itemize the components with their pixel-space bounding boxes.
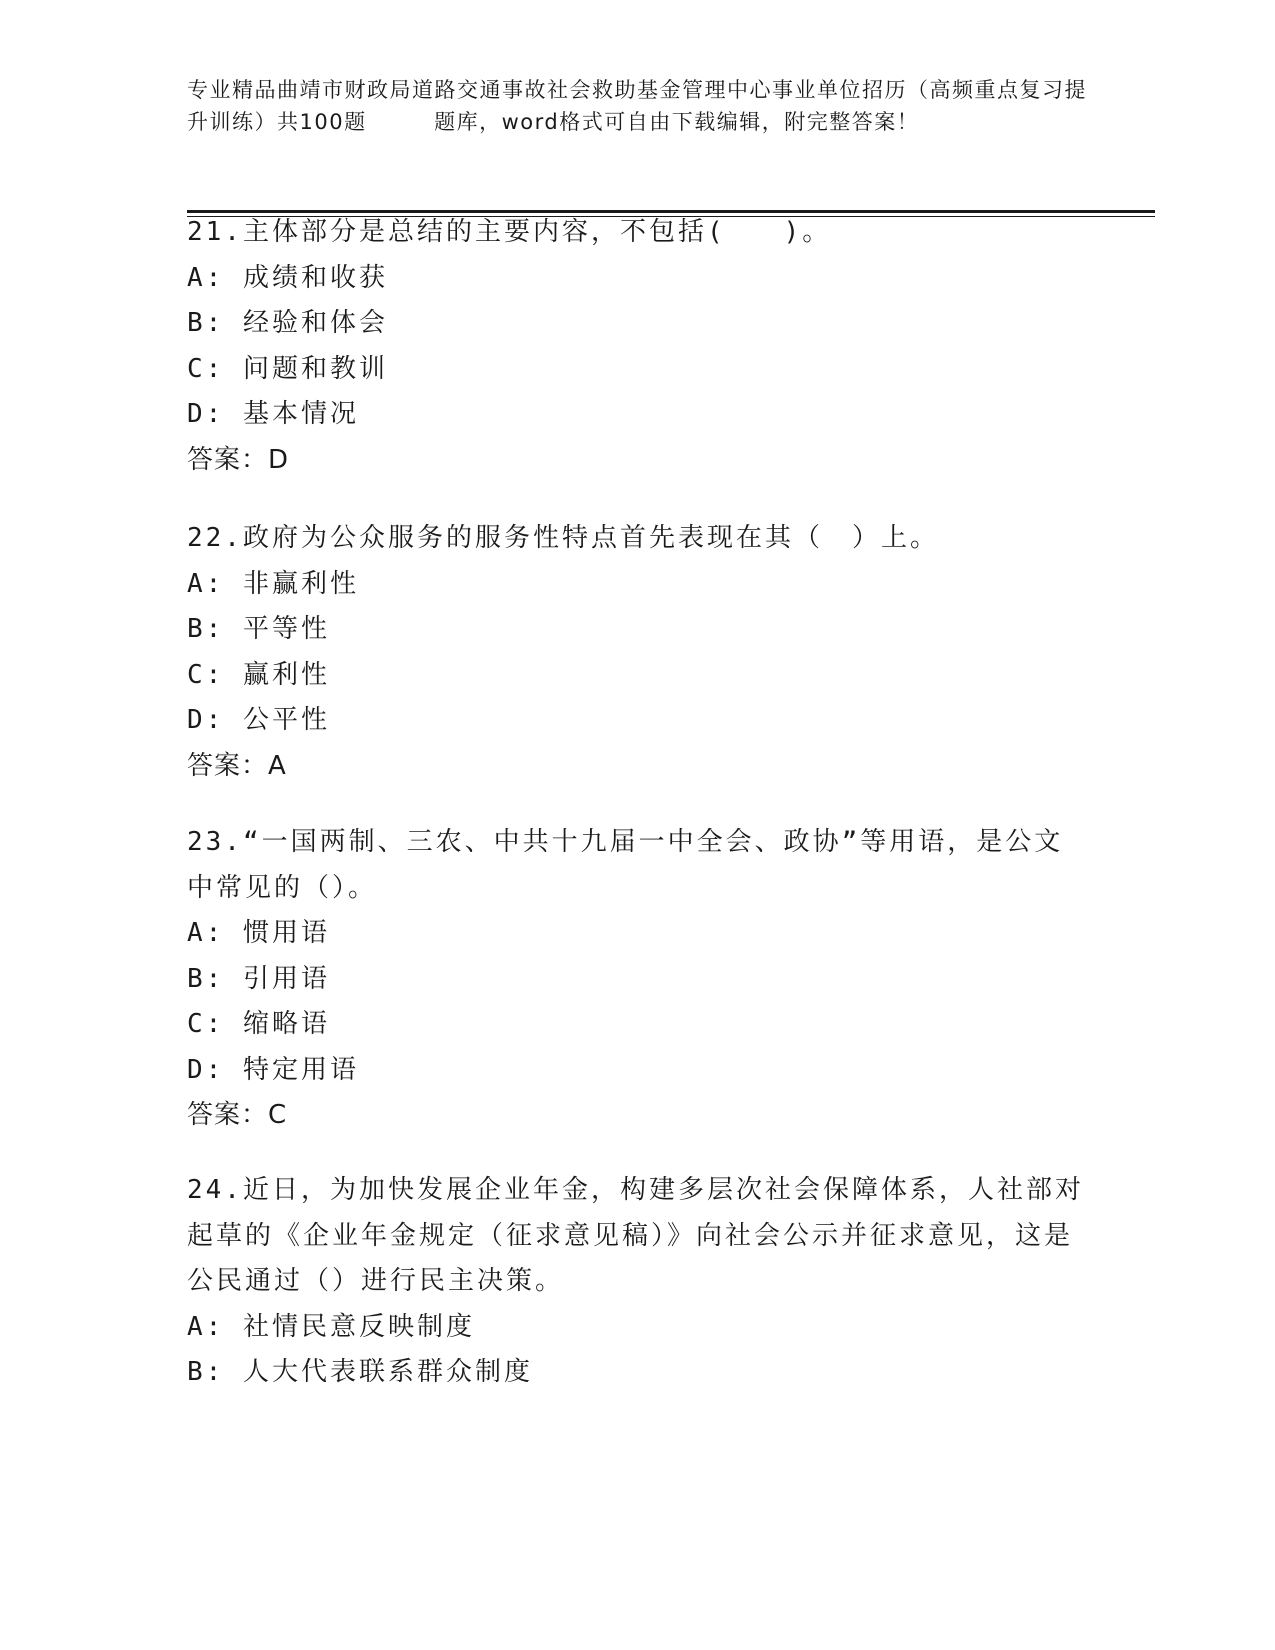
question-23 [187,820,1087,1139]
option-c: C: 问题和教训 [187,353,388,384]
option-c: C: 缩略语 [187,1009,330,1039]
question-stem: 24.近日，为加快发展企业年金，构建多层次社会保障体系，人社部对起草的《企业年金规定（征求意见稿）》向社会公示并征求意见，这是公民通过（）进行民主决策。 [187,1175,1084,1296]
question-21 [187,210,1087,483]
question-22 [187,516,1087,789]
question-stem: 21.主体部分是总结的主要内容，不包括( )。 [187,217,832,247]
option-b: B: 平等性 [187,614,330,644]
option-b: B: 引用语 [187,963,330,994]
option-d: D: 基本情况 [187,399,359,429]
option-d: D: 特定用语 [187,1054,359,1085]
option-a: A: 非赢利性 [187,568,359,599]
option-d: D: 公平性 [187,705,330,735]
question-stem: 22.政府为公众服务的服务性特点首先表现在其（ ）上。 [187,523,939,553]
answer: 答案：D [187,444,290,475]
question-stem: 23.“一国两制、三农、中共十九届一中全会、政协”等用语，是公文中常见的（）。 [187,827,1064,903]
option-a: A: 成绩和收获 [187,262,388,293]
option-a: A: 惯用语 [187,918,330,948]
answer: 答案：A [187,750,287,781]
option-b: B: 经验和体会 [187,308,388,338]
answer: 答案：C [187,1100,288,1130]
question-24 [187,1168,1087,1396]
option-b: B: 人大代表联系群众制度 [187,1357,533,1387]
option-c: C: 赢利性 [187,659,330,690]
option-a: A: 社情民意反映制度 [187,1311,475,1342]
document-header: 专业精品曲靖市财政局道路交通事故社会救助基金管理中心事业单位招历（高频重点复习提升训练）共100题 题库，word格式可自由下载编辑，附完整答案！ [187,78,1087,134]
